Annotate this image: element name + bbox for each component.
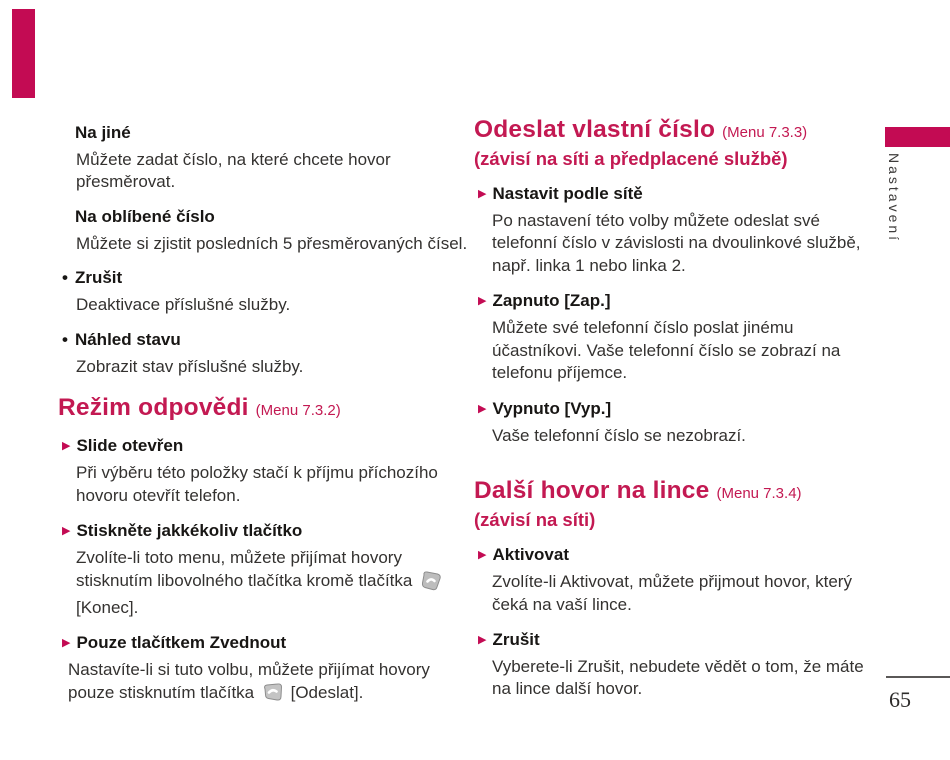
body-paragraph-with-icon bbox=[58, 659, 468, 709]
section-subtitle: (závisí na síti a předplacené službě) bbox=[474, 148, 788, 169]
section-heading bbox=[474, 116, 878, 144]
body-paragraph: Zvolíte-li Aktivovat, můžete přijmout hovor, který čeká na vaší lince. bbox=[492, 572, 852, 614]
end-call-key-icon bbox=[419, 570, 442, 597]
bullet-option-label: • Zrušit bbox=[58, 268, 468, 288]
arrow-option-label: ▶ Stiskněte jakkékoliv tlačítko bbox=[58, 521, 468, 541]
paragraph-text: Zvolíte-li toto menu, můžete přijímat hovory stisknutím libovolného tlačítka kromě tlačítka bbox=[76, 548, 413, 590]
body-paragraph: Můžete zadat číslo, na které chcete hovor přesměrovat. bbox=[76, 150, 391, 192]
section-heading bbox=[58, 394, 468, 422]
body-paragraph: Zobrazit stav příslušné služby. bbox=[76, 356, 304, 376]
arrow-option-label: ▶ Zapnuto [Zap.] bbox=[474, 291, 878, 311]
bullet-option-label: • Náhled stavu bbox=[58, 330, 468, 350]
arrow-option-label: ▶ Aktivovat bbox=[474, 545, 878, 565]
section-subtitle: (závisí na síti) bbox=[474, 509, 596, 531]
body-paragraph: Můžete své telefonní číslo poslat jinému účastníkovi. Vaše telefonní číslo se zobrazí na telefonu příjemce. bbox=[492, 318, 841, 383]
menu-reference: (Menu 7.3.4) bbox=[716, 485, 802, 503]
body-paragraph: Můžete si zjistit posledních 5 přesměrovaných čísel. bbox=[76, 233, 468, 253]
arrow-option-label: ▶ Vypnuto [Vyp.] bbox=[474, 399, 878, 419]
body-paragraph: Vyberete-li Zrušit, nebudete vědět o tom, že máte na lince další hovor. bbox=[492, 656, 864, 699]
section-heading-text: Další hovor na lince bbox=[474, 477, 710, 505]
body-paragraph-with-icon bbox=[58, 547, 468, 619]
footer-rule bbox=[886, 676, 950, 678]
section-heading-text: Odeslat vlastní číslo bbox=[474, 116, 716, 143]
send-call-key-icon bbox=[261, 682, 284, 709]
body-paragraph: Deaktivace příslušné služby. bbox=[76, 295, 291, 315]
menu-reference: (Menu 7.3.3) bbox=[722, 124, 808, 141]
body-paragraph: Při výběru této položky stačí k příjmu příchozího hovoru otevřít telefon. bbox=[76, 463, 438, 505]
page-number: 65 bbox=[889, 687, 911, 712]
top-left-accent-bar bbox=[12, 9, 35, 98]
menu-reference: (Menu 7.3.2) bbox=[255, 402, 341, 420]
paragraph-text: Nastavíte-li si tuto volbu, můžete přijímat hovory pouze stisknutím tlačítka bbox=[68, 660, 430, 702]
arrow-option-label: ▶ Slide otevřen bbox=[58, 436, 468, 456]
right-column bbox=[474, 100, 878, 714]
option-label: Na jiné bbox=[75, 123, 131, 142]
arrow-option-label: ▶ Pouze tlačítkem Zvednout bbox=[58, 633, 468, 653]
body-paragraph: Vaše telefonní číslo se nezobrazí. bbox=[492, 425, 746, 445]
chapter-tab-label: Nastavení bbox=[886, 153, 902, 244]
body-paragraph: Po nastavení této volby můžete odeslat své telefonní číslo v závislosti na dvoulinkové službě, např. linka 1 nebo linka 2. bbox=[492, 211, 861, 275]
chapter-tab-bar bbox=[885, 127, 950, 147]
left-column bbox=[58, 110, 468, 722]
option-label: Na oblíbené číslo bbox=[75, 206, 215, 226]
paragraph-text: [Odeslat]. bbox=[290, 682, 364, 702]
paragraph-text: [Konec]. bbox=[76, 597, 139, 617]
section-heading bbox=[474, 477, 878, 505]
section-heading-text: Režim odpovědi bbox=[58, 394, 249, 422]
arrow-option-label: ▶ Zrušit bbox=[474, 630, 878, 650]
arrow-option-label: ▶ Nastavit podle sítě bbox=[474, 184, 878, 204]
